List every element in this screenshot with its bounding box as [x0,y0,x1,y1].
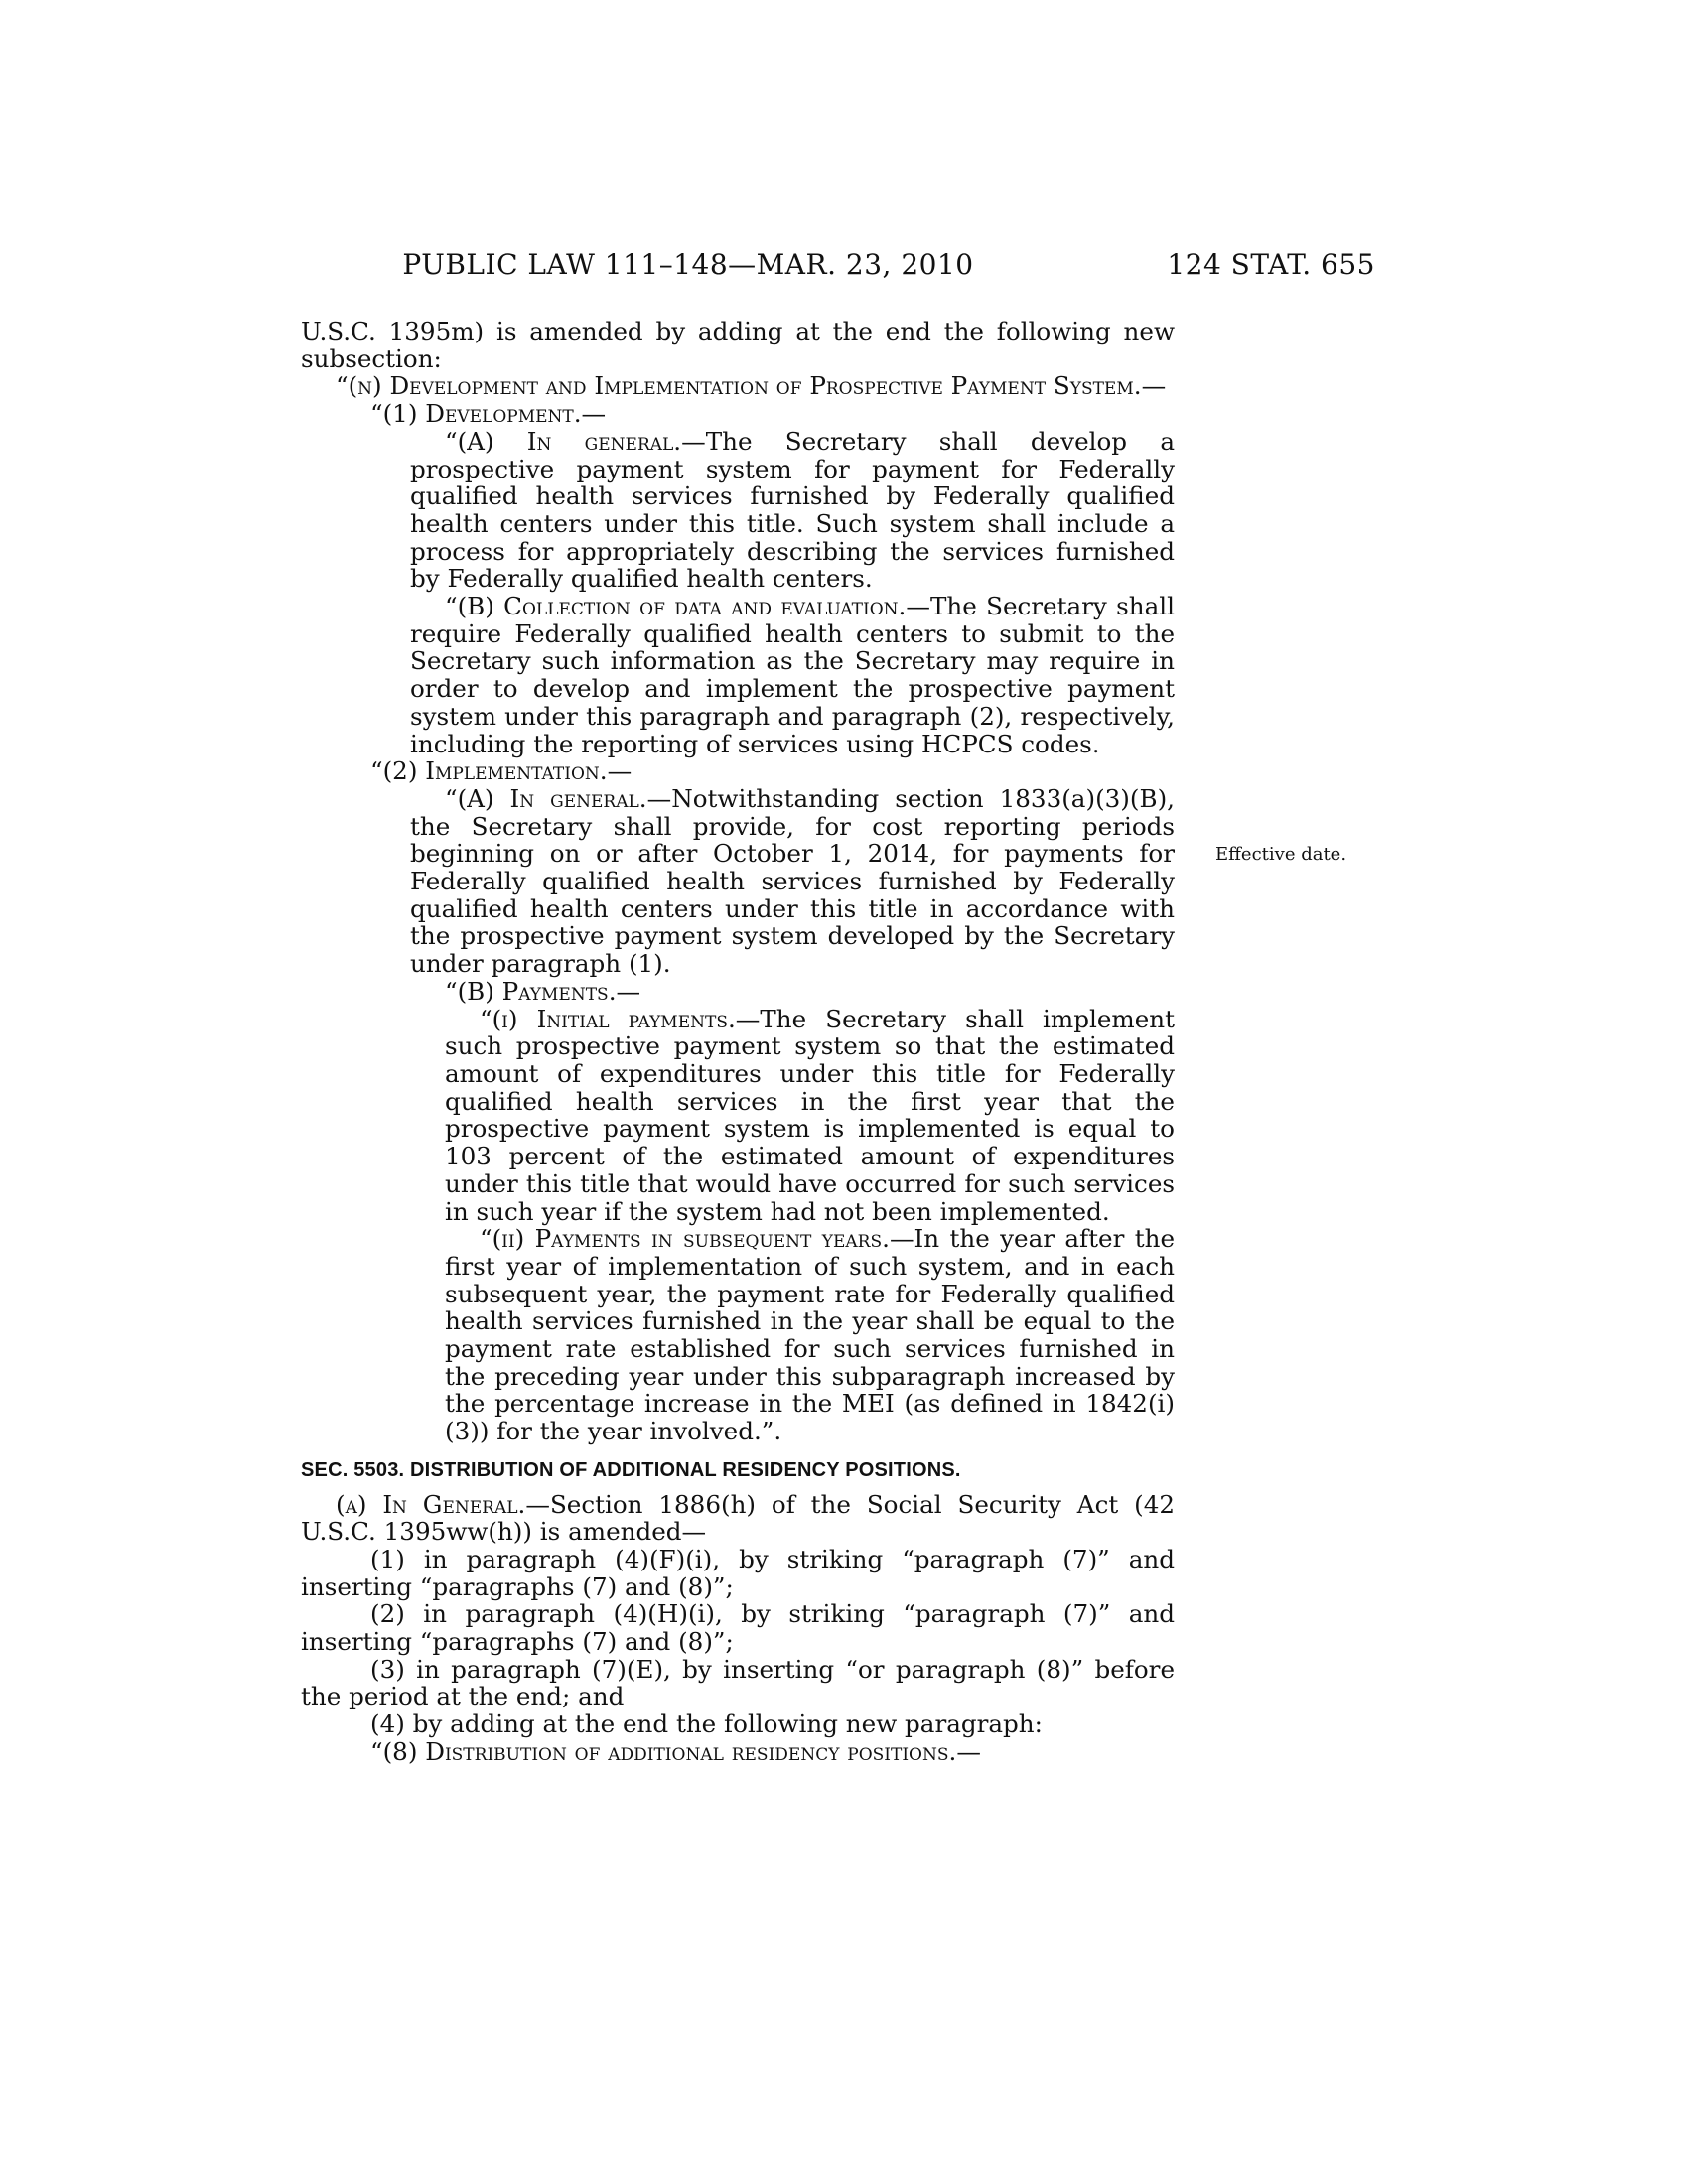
intro-paragraph: U.S.C. 1395m) is amended by adding at the end the following new subsection: [301,317,1175,373]
subsection-a-text: —Section 1886(h) of the Social Security Act (42 U.S.C. 1395ww(h)) is amended— [301,1489,1175,1547]
amendment-3: (3) in paragraph (7)(E), by inserting “or paragraph (8)” before the period at the end; and [301,1654,1175,1711]
amendment-2: (2) in paragraph (4)(H)(i), by striking “paragraph (7)” and inserting “paragraphs (7) and (8)”; [301,1599,1175,1657]
paragraph-1a [301,428,1175,593]
paragraph-2-heading [301,757,1175,785]
clause-i-lead: “(i) Initial payments. [480,1004,736,1033]
paragraph-1-title: “(1) Development.— [370,399,607,429]
paragraph-1b-lead: “(B) Collection of data and evaluation. [445,592,907,621]
amendment-4: (4) by adding at the end the following new paragraph: [370,1709,1043,1739]
section-5503-heading: SEC. 5503. DISTRIBUTION OF ADDITIONAL RESIDENCY POSITIONS. [301,1458,961,1481]
clause-i-text: —The Secretary shall implement such prospective payment system so that the estimated amount of expenditures under this title for Federally qualified health services in the first year that the prospective payment system is implemented is equal to 103 percent of the estimated amount of expenditures under this title that would have occurred for such services in such year if the system had not been implemented. [445,1004,1175,1226]
subsection-n-heading: “(n) Development and Implementation of Prospective Payment System.— [336,371,1167,401]
paragraph-1b [301,593,1175,757]
clause-i [301,1006,1175,1226]
paragraph-2b-title: “(B) Payments.— [445,976,641,1006]
law-title: PUBLIC LAW 111–148—MAR. 23, 2010 [402,248,974,281]
paragraph-2b-heading [301,978,1175,1006]
paragraph-1a-lead: “(A) In general. [445,426,682,456]
clause-ii [301,1225,1175,1445]
statute-body [301,318,1175,1766]
paragraph-8-heading: “(8) Distribution of additional residency positions.— [370,1736,981,1766]
paragraph-2a [301,785,1175,978]
paragraph-2a-lead: “(A) In general. [445,783,647,813]
amendment-1: (1) in paragraph (4)(F)(i), by striking “paragraph (7)” and inserting “paragraphs (7) and (8)”; [301,1544,1175,1601]
page-number: 124 STAT. 655 [1167,248,1375,281]
clause-ii-lead: “(ii) Payments in subsequent years. [480,1224,890,1254]
paragraph-2a-text: —Notwithstanding section 1833(a)(3)(B), the Secretary shall provide, for cost reporting periods beginning on or after October 1, 2014, for payments for Federally qualified health services furnished by Federally qualified health centers under this title in accordance with the prospective payment system developed by the Secretary under paragraph (1). [410,783,1175,979]
page-header [301,248,1375,288]
paragraph-1-heading [301,400,1175,428]
paragraph-1b-text: —The Secretary shall require Federally qualified health centers to submit to the Secretary such information as the Secretary may require in order to develop and implement the prospective payment system under this paragraph and paragraph (2), respectively, including the reporting of services using HCPCS codes. [410,592,1175,758]
subsection-a-lead: (a) In General. [336,1489,526,1519]
margin-note: Effective date. [1215,844,1347,865]
paragraph-1a-text: —The Secretary shall develop a prospective payment system for payment for Federally qualified health services furnished by Federally qualified health centers under this title. Such system shall include a process for appropriately describing the services furnished by Federally qualified health centers. [410,426,1175,594]
clause-ii-text: —In the year after the first year of implementation of such system, and in each subsequent year, the payment rate for Federally qualified health services furnished in the year shall be equal to the payment rate established for such services furnished in the preceding year under this subparagraph increased by the percentage increase in the MEI (as defined in 1842(i)(3)) for the year involved.”. [445,1224,1175,1446]
paragraph-2-title: “(2) Implementation.— [370,756,633,786]
subsection-a [301,1491,1175,1546]
